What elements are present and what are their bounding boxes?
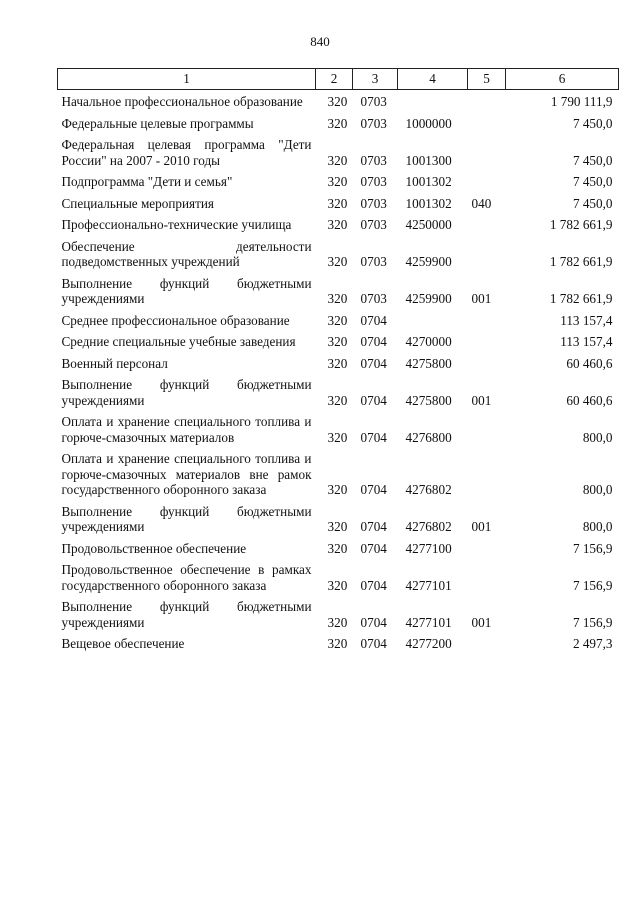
cell-target: 4277200 bbox=[405, 636, 452, 651]
cell-section: 0704 bbox=[360, 519, 387, 534]
cell-section: 0704 bbox=[360, 312, 387, 328]
cell-section: 0703 bbox=[360, 195, 387, 211]
cell-target: 4275800 bbox=[405, 392, 452, 408]
cell-ministry: 320 bbox=[327, 355, 348, 371]
cell-ministry: 320 bbox=[327, 540, 348, 556]
cell-section: 0704 bbox=[360, 334, 387, 349]
cell-target: 4270000 bbox=[405, 334, 452, 349]
cell-expense bbox=[468, 559, 506, 596]
cell-target: 1001300 bbox=[405, 152, 452, 168]
cell-amount: 113 157,4 bbox=[560, 312, 613, 328]
cell-ministry: 320 bbox=[327, 482, 348, 497]
cell-section: 0703 bbox=[360, 217, 387, 232]
cell-name: Средние специальные учебные заведения bbox=[61, 334, 296, 349]
cell-expense bbox=[468, 633, 506, 655]
cell-amount: 7 156,9 bbox=[572, 614, 613, 630]
cell-section: 0703 bbox=[360, 115, 387, 131]
cell-section: 0704 bbox=[360, 355, 387, 371]
cell-amount: 7 450,0 bbox=[572, 195, 613, 211]
cell-expense bbox=[468, 134, 506, 171]
cell-ministry: 320 bbox=[327, 334, 348, 349]
cell-name: Профессионально-технические училища bbox=[61, 217, 292, 232]
cell-amount: 1 782 661,9 bbox=[549, 254, 613, 269]
cell-section: 0703 bbox=[360, 291, 387, 306]
cell-name: Среднее профессиональное образование bbox=[61, 312, 290, 328]
table-row bbox=[58, 374, 619, 411]
cell-target bbox=[398, 90, 468, 113]
cell-name: Оплата и хранение специального топлива и горюче-смазочных материалов вне рамок государственного оборонного заказа bbox=[61, 451, 312, 497]
cell-target: 4277100 bbox=[405, 540, 452, 556]
table-row bbox=[58, 310, 619, 332]
table-row bbox=[58, 411, 619, 448]
table-row bbox=[58, 113, 619, 135]
cell-target: 4250000 bbox=[405, 217, 452, 232]
cell-section: 0703 bbox=[360, 152, 387, 168]
cell-expense: 001 bbox=[471, 291, 492, 306]
cell-name: Выполнение функций бюджетными учреждениями bbox=[61, 377, 312, 408]
cell-name: Вещевое обеспечение bbox=[61, 636, 185, 651]
cell-section: 0704 bbox=[360, 577, 387, 593]
table-row bbox=[58, 448, 619, 501]
cell-ministry: 320 bbox=[327, 254, 348, 269]
cell-target: 4277101 bbox=[405, 577, 452, 593]
cell-expense bbox=[468, 411, 506, 448]
column-header-section: 3 bbox=[353, 69, 398, 90]
cell-ministry: 320 bbox=[327, 636, 348, 651]
cell-expense bbox=[468, 310, 506, 332]
cell-amount: 7 156,9 bbox=[572, 540, 613, 556]
cell-expense: 001 bbox=[471, 614, 492, 630]
cell-section: 0704 bbox=[360, 392, 387, 408]
cell-ministry: 320 bbox=[327, 392, 348, 408]
cell-ministry: 320 bbox=[327, 429, 348, 445]
column-header-amount: 6 bbox=[506, 69, 619, 90]
cell-amount: 1 790 111,9 bbox=[550, 94, 613, 109]
cell-amount: 7 450,0 bbox=[572, 152, 613, 168]
cell-target: 4277101 bbox=[405, 614, 452, 630]
cell-amount: 1 782 661,9 bbox=[549, 291, 613, 306]
cell-ministry: 320 bbox=[327, 217, 348, 232]
cell-target: 4259900 bbox=[405, 291, 452, 306]
column-header-ministry: 2 bbox=[316, 69, 353, 90]
column-header-target: 4 bbox=[398, 69, 468, 90]
cell-target: 4259900 bbox=[405, 254, 452, 269]
cell-name: Продовольственное обеспечение bbox=[61, 540, 247, 556]
table-row bbox=[58, 501, 619, 538]
table-header bbox=[58, 69, 619, 90]
cell-expense bbox=[468, 236, 506, 273]
cell-expense: 001 bbox=[471, 519, 492, 534]
cell-expense: 040 bbox=[471, 195, 492, 211]
cell-target: 1001302 bbox=[405, 174, 452, 189]
cell-amount: 800,0 bbox=[582, 429, 613, 445]
table-row bbox=[58, 214, 619, 236]
cell-name: Продовольственное обеспечение в рамках государственного оборонного заказа bbox=[61, 562, 312, 593]
cell-name: Начальное профессиональное образование bbox=[61, 94, 303, 109]
cell-amount: 800,0 bbox=[582, 482, 613, 497]
table-row bbox=[58, 236, 619, 273]
cell-amount: 7 156,9 bbox=[572, 577, 613, 593]
cell-name: Выполнение функций бюджетными учреждениями bbox=[61, 503, 312, 534]
cell-ministry: 320 bbox=[327, 174, 348, 189]
cell-ministry: 320 bbox=[327, 115, 348, 131]
cell-name: Оплата и хранение специального топлива и горюче-смазочных материалов bbox=[61, 414, 312, 445]
cell-target: 1001302 bbox=[405, 195, 452, 211]
cell-expense bbox=[468, 331, 506, 353]
cell-section: 0704 bbox=[360, 636, 387, 651]
cell-target: 1000000 bbox=[405, 115, 452, 131]
cell-name: Выполнение функций бюджетными учреждениями bbox=[61, 275, 312, 306]
table-row bbox=[58, 633, 619, 655]
cell-ministry: 320 bbox=[327, 94, 348, 109]
cell-amount: 2 497,3 bbox=[572, 636, 613, 651]
page-number: 840 bbox=[310, 34, 330, 49]
table-row bbox=[58, 134, 619, 171]
cell-expense bbox=[468, 448, 506, 501]
cell-ministry: 320 bbox=[327, 577, 348, 593]
cell-name: Выполнение функций бюджетными учреждениями bbox=[61, 599, 312, 630]
cell-amount: 7 450,0 bbox=[572, 115, 613, 131]
cell-amount: 1 782 661,9 bbox=[549, 217, 613, 232]
cell-amount: 113 157,4 bbox=[560, 334, 613, 349]
cell-name: Военный персонал bbox=[61, 355, 168, 371]
cell-target: 4276802 bbox=[405, 519, 452, 534]
cell-name: Федеральные целевые программы bbox=[61, 115, 254, 131]
cell-section: 0703 bbox=[360, 254, 387, 269]
cell-amount: 800,0 bbox=[582, 519, 613, 534]
column-header-expense: 5 bbox=[468, 69, 506, 90]
cell-target: 4276800 bbox=[405, 429, 452, 445]
column-header-name: 1 bbox=[58, 69, 316, 90]
cell-target: 4276802 bbox=[405, 482, 452, 497]
cell-name: Федеральная целевая программа "Дети России" на 2007 - 2010 годы bbox=[61, 137, 312, 168]
budget-table bbox=[57, 68, 619, 655]
cell-section: 0703 bbox=[360, 94, 387, 109]
cell-expense bbox=[468, 353, 506, 375]
table-row bbox=[58, 273, 619, 310]
cell-amount: 60 460,6 bbox=[566, 355, 613, 371]
cell-section: 0704 bbox=[360, 429, 387, 445]
table-row bbox=[58, 559, 619, 596]
cell-expense: 001 bbox=[471, 392, 492, 408]
cell-ministry: 320 bbox=[327, 291, 348, 306]
table-row bbox=[58, 596, 619, 633]
table-row bbox=[58, 538, 619, 560]
table-row bbox=[58, 331, 619, 353]
cell-target bbox=[398, 310, 468, 332]
cell-target: 4275800 bbox=[405, 355, 452, 371]
cell-section: 0703 bbox=[360, 174, 387, 189]
cell-name: Специальные мероприятия bbox=[61, 195, 214, 211]
cell-expense bbox=[468, 214, 506, 236]
cell-expense bbox=[468, 171, 506, 193]
cell-section: 0704 bbox=[360, 482, 387, 497]
table-row bbox=[58, 193, 619, 215]
cell-ministry: 320 bbox=[327, 614, 348, 630]
cell-section: 0704 bbox=[360, 540, 387, 556]
table-row bbox=[58, 353, 619, 375]
cell-expense bbox=[468, 90, 506, 113]
header-row bbox=[58, 69, 619, 90]
table-body bbox=[58, 90, 619, 655]
cell-section: 0704 bbox=[360, 614, 387, 630]
table-row bbox=[58, 90, 619, 113]
cell-amount: 60 460,6 bbox=[566, 392, 613, 408]
cell-amount: 7 450,0 bbox=[572, 174, 613, 189]
cell-ministry: 320 bbox=[327, 519, 348, 534]
cell-name: Подпрограмма "Дети и семья" bbox=[61, 174, 233, 189]
table-row bbox=[58, 171, 619, 193]
cell-expense bbox=[468, 538, 506, 560]
cell-ministry: 320 bbox=[327, 152, 348, 168]
cell-name: Обеспечение деятельности подведомственных учреждений bbox=[61, 238, 312, 269]
cell-ministry: 320 bbox=[327, 312, 348, 328]
cell-ministry: 320 bbox=[327, 195, 348, 211]
cell-expense bbox=[468, 113, 506, 135]
